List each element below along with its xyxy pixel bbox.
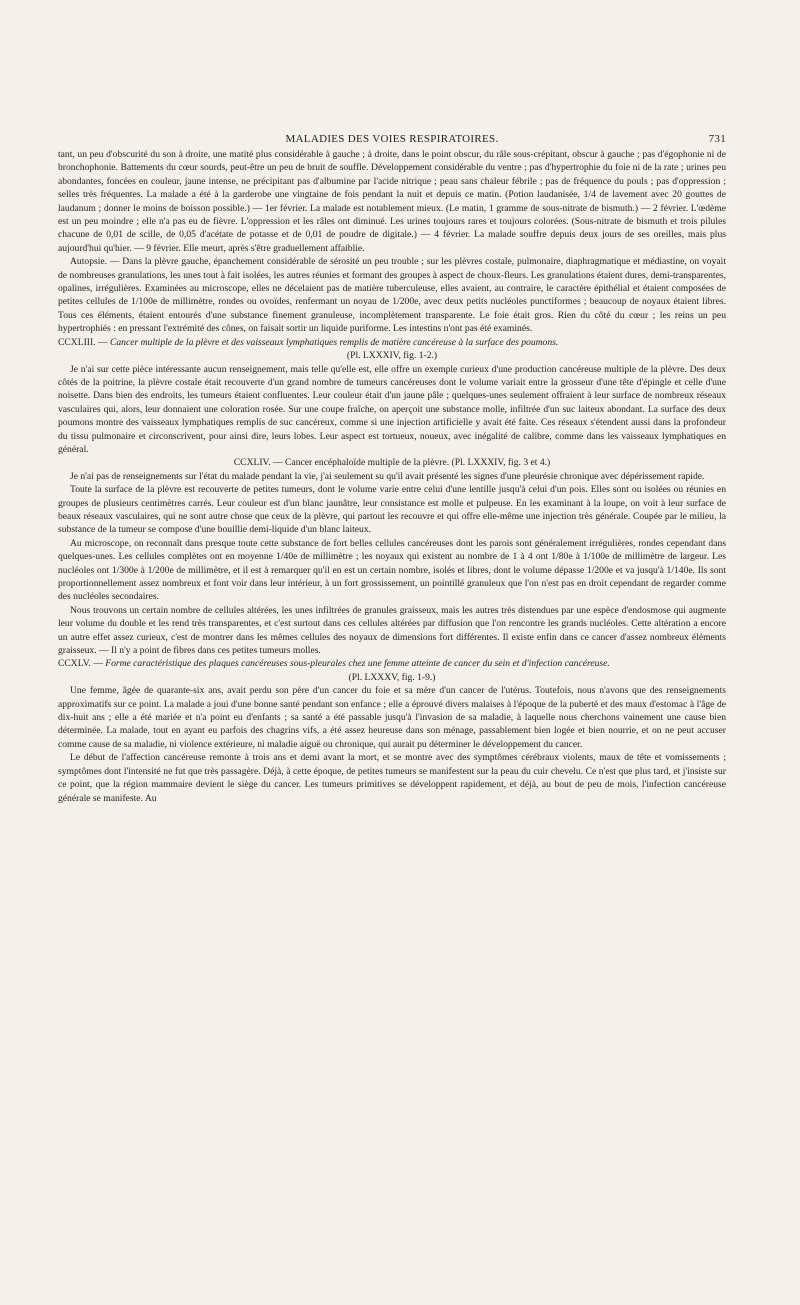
case-title: Cancer multiple de la plèvre et des vaisseaux lymphatiques remplis de matière cancéreuse à la surface des poumons. bbox=[109, 336, 559, 348]
paragraph: tant, un peu d'obscurité du son à droite, une matité plus considérable à gauche ; à droite, dans le point obscur, du râle sous-crépitant, obscur à gauche ; pas d'égophonie ni de bronchophonie. Battements du cœur sourds, peut-être un peu de bruit de souffle. Développement considérable du ventre ; pas d'hypertrophie du foie ni de la rate ; urines peu abondantes, foncées en couleur, jaune intense, ne précipitant pas d'albumine par l'acide nitrique ; peau sans chaleur fébrile ; pas de fréquence du pouls ; pas d'oppression ; selles très fréquentes. La malade a été à la garderobe une vingtaine de fois pendant la nuit et depuis ce matin. (Potion laudanisée, 1/4 de lavement avec 20 gouttes de laudanum ; donner le moins de boisson possible.) — 1er février. La malade est notablement mieux. (Le matin, 1 gramme de sous-nitrate de bismuth.) — 2 février. L'œdème est un peu moindre ; elle n'a pas eu de fièvre. L'oppression et les râles ont diminué. Les urines toujours rares et toujours colorées. (Sous-nitrate de bismuth et trois pilules chacune de 0,01 de scille, de 0,05 d'acétate de potasse et de 0,01 de poudre de digitale.) — 4 février. La malade souffre depuis deux jours de ses oreilles, mais plus aujourd'hui qu'hier. — 9 février. Elle meurt, après s'être graduellement affaiblie. bbox=[58, 149, 726, 254]
case-heading bbox=[58, 336, 726, 349]
paragraph: Une femme, âgée de quarante-six ans, avait perdu son père d'un cancer du foie et sa mère d'un cancer de l'utérus. Toutefois, nous n'avons que des renseignements approximatifs sur ce point. La malade a joui d'une bonne santé pendant son enfance ; elle a éprouvé divers malaises à l'époque de la puberté et des maux d'estomac à l'âge de dix-huit ans ; elle a été mariée et n'a point eu d'enfants ; sa santé a été passable jusqu'à l'invasion de sa maladie, à laquelle nous cherchons vainement une cause bien déterminée. La malade, tout en ayant eu parfois des chagrins vifs, a été assez heureuse dans son ménage, passablement bien logée et bien nourrie, et on ne peut accuser comme cause de sa maladie, ni violence extérieure, ni maladie aiguë ou chronique, qui aurait pu déterminer le développement du cancer. bbox=[58, 685, 726, 750]
paragraph: Au microscope, on reconnaît dans presque toute cette substance de fort belles cellules cancéreuses dont les parois sont généralement irrégulières, rondes cependant dans quelques-unes. Les cellules complètes ont en moyenne 1/40e de millimètre ; les noyaux qui existent au nombre de 1 à 4 ont 1/80e à 1/100e de millimètre de largeur. Les nucléoles ont 1/300e à 1/200e de millimètre, et il est à remarquer qu'il en est un certain nombre, isolés et libres, dont le volume dépasse 1/200e et va jusqu'à 1/140e. Ils sont proportionnellement assez nombreux et font voir dans leur intérieur, à un fort grossissement, un pointillé granuleux que l'on n'est pas en droit cependant de regarder comme des nucléoles secondaires. bbox=[58, 537, 726, 603]
paragraph: Nous trouvons un certain nombre de cellules altérées, les unes infiltrées de granules graisseux, mais les autres très distendues par une espèce d'endosmose qui augmente leur volume du double et les rend très transparentes, et c'est surtout dans ces cellules altérées par diffusion que l'on rencontre les grands nucléoles. Cette altération a encore un autre effet assez curieux, c'est de montrer dans les mêmes cellules des noyaux de dimensions fort différentes. Il existe enfin dans ce cancer d'assez nombreux éléments graisseux. — Il n'y a point de fibres dans ces petites tumeurs molles. bbox=[58, 604, 726, 657]
plate-reference: (Pl. LXXXIV, fig. 1-2.) bbox=[346, 350, 438, 362]
case-number: CCXLIV. — bbox=[233, 457, 283, 469]
case-title: Forme caractéristique des plaques cancéreuses sous-pleurales chez une femme atteinte de cancer du sein et d'infection cancéreuse. bbox=[105, 658, 610, 670]
case-heading bbox=[58, 456, 726, 469]
paragraph: Toute la surface de la plèvre est recouverte de petites tumeurs, dont le volume varie entre celui d'une lentille jusqu'à celui d'un pois. Elles sont ou isolées ou réunies en groupes de plusieurs centimètres carrés. Leur couleur est d'un blanc jaunâtre, leur consistance est molle et pulpeuse. En les examinant à la loupe, on voit à leur surface de beaux réseaux vasculaires, qui ne sont autre chose que ceux de la plèvre, qui partout les recouvre et qui offre elle-même une injection très générale. Coupée par le milieu, la substance de la tumeur se compose d'une bouillie demi-liquide d'un blanc laiteux. bbox=[58, 484, 726, 536]
paragraph: Le début de l'affection cancéreuse remonte à trois ans et demi avant la mort, et se montre avec des symptômes cérébraux violents, maux de tête et vomissements ; symptômes dont l'intensité ne fut que très passagère. Déjà, à cette époque, de petites tumeurs se manifestent sur la peau du cuir chevelu. Ce n'est que plus tard, et j'insiste sur ce point, que la région mammaire devient le siège du cancer. Les tumeurs primitives se développent rapidement, et déjà, au bout de peu de mois, l'infection cancéreuse générale se manifeste. Au bbox=[58, 752, 726, 804]
plate-reference: (Pl. LXXXIV, fig. 3 et 4.) bbox=[451, 457, 551, 469]
paragraph: Autopsie. — Dans la plèvre gauche, épanchement considérable de sérosité un peu trouble ; sur les plèvres costale, pulmonaire, diaphragmatique et médiastine, on voyait de nombreuses granulations, les unes tout à fait isolées, les autres réunies et formant des groupes à aspect de choux-fleurs. Les granulations étaient dures, demi-transparentes, opalines, irrégulières. Examinées au microscope, elles ne décelaient pas de matière tuberculeuse, elles avaient, au contraire, le caractère épithélial et étaient composées de petites cellules de 1/100e de millimètre, rondes ou ovoïdes, renfermant un noyau de 1/200e, avec deux petits nucléoles punctiformes ; beaucoup de noyaux étaient libres. Tous ces éléments, étaient entourés d'une substance finement granuleuse, incomplètement transparente. Le foie était gros. Rien du côté du cœur ; les reins un peu hypertrophiés : en pressant l'extrémité des cônes, on faisait sortir un liquide puriforme. Les intestins n'ont pas été examinés. bbox=[58, 256, 726, 335]
text-body bbox=[58, 148, 726, 805]
page-number: 731 bbox=[708, 133, 726, 145]
plate-reference: (Pl. LXXXV, fig. 1-9.) bbox=[348, 671, 436, 683]
case-heading bbox=[58, 657, 726, 670]
paragraph: Je n'ai pas de renseignements sur l'état du malade pendant la vie, j'ai seulement su qu'il avait présenté les signes d'une pleurésie chronique avec dépérissement rapide. bbox=[70, 470, 705, 482]
case-title: Cancer encéphaloïde multiple de la plèvre. bbox=[285, 457, 450, 469]
paragraph: Je n'ai sur cette pièce intéressante aucun renseignement, mais telle qu'elle est, elle offre un exemple curieux d'une production cancéreuse multiple de la plèvre. Des deux côtés de la poitrine, la plèvre costale était recouverte d'un grand nombre de tumeurs cancéreuses dont le volume variait entre la grosseur d'une tête d'épingle et celle d'une noisette. Dans bien des endroits, les tumeurs étaient confluentes. Leur couleur était d'un jaune pâle ; quelques-unes seulement offraient à leur surface de nombreux réseaux vasculaires qui, alors, leur donnaient une coloration rosée. Sur une coupe fraîche, on aperçoit une substance molle, infiltrée d'un suc laiteux abondant. La surface des deux poumons montre des vaisseaux lymphatiques remplis de suc cancéreux, comme si une injection artificielle y avait été faite. Ces réseaux s'étendent aussi dans la profondeur du tissu pulmonaire et circonscrivent, pour ainsi dire, leurs lobes. Leur aspect est tortueux, noueux, avec inégalité de calibre, comme dans les vaisseaux lymphatiques en général. bbox=[58, 363, 726, 455]
case-number: CCXLIII. — bbox=[58, 336, 108, 348]
case-number: CCXLV. — bbox=[58, 658, 103, 670]
running-title: MALADIES DES VOIES RESPIRATOIRES. bbox=[285, 133, 499, 145]
